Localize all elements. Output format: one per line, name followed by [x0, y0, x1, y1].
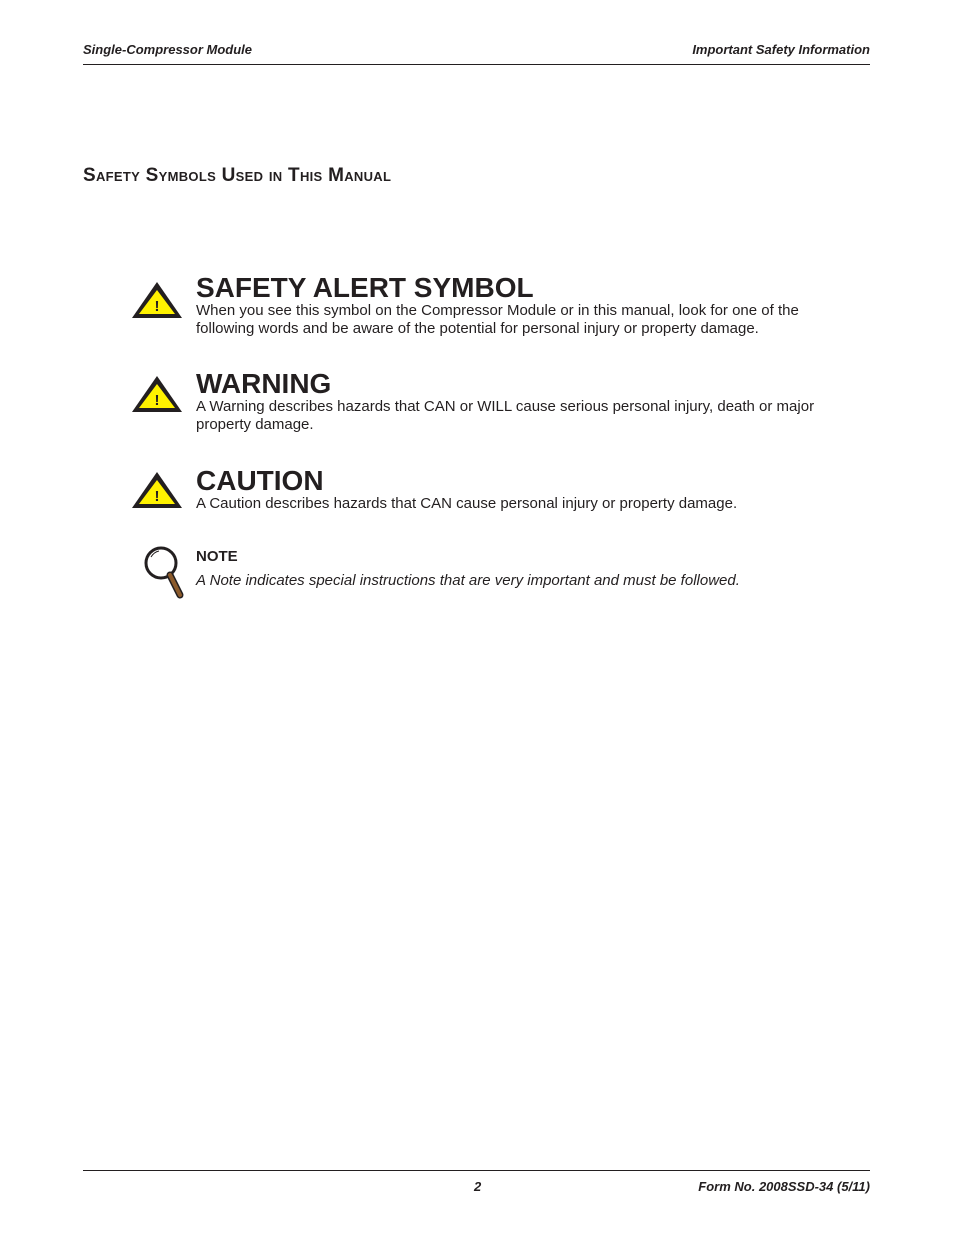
warning-triangle-icon: [130, 470, 184, 510]
page-footer: [83, 1170, 870, 1201]
header-document-title: Single-Compressor Module: [83, 42, 253, 57]
svg-text:!: !: [154, 298, 160, 315]
header-section-title: Important Safety Information: [692, 42, 870, 57]
safety-alert-description: When you see this symbol on the Compressor Module or in this manual, look for one of the following words and be aware of the potential for personal injury or property damage.: [196, 302, 799, 337]
svg-text:!: !: [154, 392, 160, 409]
caution-content: [196, 467, 856, 513]
note-block: [130, 548, 850, 608]
safety-alert-block: [130, 274, 850, 336]
warning-triangle-icon: [130, 374, 184, 414]
warning-heading: WARNING: [196, 368, 332, 399]
warning-description: A Warning describes hazards that CAN or WILL cause serious personal injury, death or major property damage.: [196, 398, 815, 433]
svg-text:!: !: [154, 488, 160, 505]
page-header: [83, 41, 870, 65]
form-number: Form No. 2008SSD-34 (5/11): [698, 1179, 870, 1194]
magnifying-glass-icon: [138, 543, 194, 601]
note-content: [196, 548, 856, 590]
caution-heading: CAUTION: [196, 465, 324, 496]
caution-description: A Caution describes hazards that CAN cause personal injury or property damage.: [196, 495, 738, 512]
warning-content: [196, 370, 856, 433]
page-number: 2: [474, 1179, 482, 1194]
safety-alert-content: [196, 274, 856, 337]
section-title: Safety Symbols Used in This Manual: [83, 165, 392, 186]
warning-triangle-icon: [130, 280, 184, 320]
warning-block: [130, 370, 850, 432]
note-description: A Note indicates special instructions that are very important and must be followed.: [196, 572, 740, 589]
note-heading: NOTE: [196, 548, 238, 565]
caution-block: [130, 467, 850, 517]
safety-alert-heading: SAFETY ALERT SYMBOL: [196, 272, 534, 303]
